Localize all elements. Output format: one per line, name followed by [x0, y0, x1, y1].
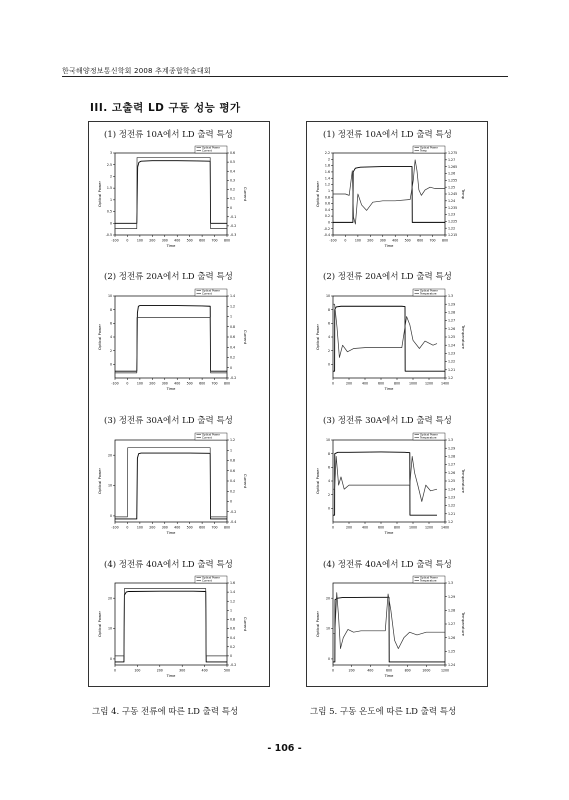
- y2-tick-label: 0.2: [230, 355, 236, 360]
- fig5-chart-3: [311, 430, 483, 548]
- x-tick-label: 600: [377, 525, 385, 530]
- x-tick-label: 200: [345, 381, 353, 386]
- y2-tick-label: 1.21: [448, 367, 456, 372]
- y-tick-label: 2: [109, 174, 112, 179]
- x-tick-label: 300: [161, 525, 168, 530]
- x-tick-label: 200: [156, 668, 163, 673]
- fig4-panel2-title: (2) 정전류 20A에서 LD 출력 특성: [104, 272, 233, 282]
- x-tick-label: 400: [361, 381, 369, 386]
- y2-axis-label: Current: [243, 329, 248, 345]
- x-tick-label: 300: [179, 668, 186, 673]
- y2-tick-label: 1.3: [448, 294, 454, 299]
- y2-tick-label: 1.21: [448, 511, 456, 516]
- x-tick-label: 1200: [424, 525, 434, 530]
- y2-tick-label: 1: [230, 448, 233, 453]
- x-tick-label: 600: [417, 238, 424, 243]
- y2-axis-label: Temperature: [461, 468, 466, 494]
- x-tick-label: 500: [404, 238, 411, 243]
- y-tick-label: 8: [109, 307, 112, 312]
- y2-tick-label: 1.25: [448, 649, 456, 654]
- y-axis-label: Optical Power: [97, 180, 102, 208]
- x-tick-label: 100: [136, 525, 143, 530]
- legend-label: Current: [202, 149, 212, 153]
- y-tick-label: 10: [325, 438, 330, 443]
- y-tick-label: 20: [325, 596, 330, 601]
- section-title: III. 고출력 LD 구동 성능 평가: [90, 102, 241, 114]
- y2-tick-label: -0.2: [230, 663, 237, 668]
- x-tick-label: 500: [223, 668, 231, 673]
- y2-tick-label: 1.2: [230, 304, 236, 309]
- legend-label: Current: [202, 436, 212, 440]
- y2-tick-label: 1.26: [448, 326, 456, 331]
- y-tick-label: 6: [327, 321, 330, 326]
- y-tick-label: 1.5: [106, 186, 112, 191]
- x-tick-label: -100: [111, 525, 119, 530]
- page-number: - 106 -: [267, 743, 302, 754]
- legend-label: Optical Power: [202, 289, 220, 293]
- fig4-chart-1: [93, 143, 265, 261]
- y-tick-label: 0: [109, 657, 112, 662]
- x-tick-label: 0: [331, 525, 335, 530]
- x-tick-label: 400: [201, 668, 208, 673]
- y2-tick-label: 0.3: [230, 178, 236, 183]
- x-tick-label: 0: [126, 238, 129, 243]
- y-tick-label: 0: [327, 220, 330, 225]
- y2-tick-label: 1.225: [448, 219, 458, 224]
- y2-tick-label: -0.1: [230, 214, 237, 219]
- x-tick-label: 800: [404, 668, 411, 673]
- x-tick-label: 0: [126, 381, 129, 386]
- y-tick-label: 10: [325, 294, 330, 299]
- x-tick-label: 0: [331, 381, 335, 386]
- plot-frame: [115, 583, 227, 665]
- x-tick-label: 200: [367, 238, 374, 243]
- y2-tick-label: 1.26: [448, 470, 456, 475]
- x-tick-label: 1400: [440, 381, 450, 386]
- y-tick-label: 0.6: [324, 201, 330, 206]
- y2-tick-label: 0.5: [230, 160, 236, 165]
- fig4-chart-3: [93, 430, 265, 548]
- x-axis-label: Time: [166, 244, 176, 248]
- y2-tick-label: -0.3: [230, 233, 237, 238]
- y-tick-label: -0.5: [105, 233, 112, 238]
- x-tick-label: 800: [223, 381, 231, 386]
- y2-tick-label: 1.27: [448, 157, 456, 162]
- legend-label: Optical Power: [420, 576, 438, 580]
- x-axis-label: Time: [384, 674, 394, 678]
- x-tick-label: 0: [331, 668, 335, 673]
- y2-tick-label: 1: [230, 608, 233, 613]
- y-tick-label: 3: [109, 151, 112, 156]
- x-tick-label: 400: [361, 525, 369, 530]
- y-tick-label: 2: [109, 348, 112, 353]
- x-tick-label: 800: [393, 381, 401, 386]
- legend-label: Optical Power: [420, 433, 438, 437]
- figure-4-caption: 그림 4. 구동 전류에 따른 LD 출력 특성: [92, 707, 239, 717]
- y-axis-label: Optical Power: [97, 323, 102, 351]
- x-tick-label: 700: [211, 238, 218, 243]
- x-tick-label: 100: [136, 238, 143, 243]
- y-tick-label: 0: [327, 657, 330, 662]
- y-axis-label: Optical Power: [315, 467, 320, 495]
- x-tick-label: 100: [354, 238, 361, 243]
- x-tick-label: -100: [329, 238, 337, 243]
- legend-label: Temperature: [420, 579, 437, 583]
- y2-tick-label: 0.4: [230, 635, 236, 640]
- y2-tick-label: 1.24: [448, 663, 456, 668]
- y2-tick-label: 1.28: [448, 310, 456, 315]
- y2-tick-label: 0.2: [230, 644, 236, 649]
- y-tick-label: 0.4: [324, 207, 330, 212]
- y2-axis-label: Temperature: [461, 611, 466, 637]
- y-tick-label: 2: [327, 492, 330, 497]
- y2-tick-label: 1.255: [448, 178, 458, 183]
- y-tick-label: 1.4: [324, 176, 330, 181]
- y2-tick-label: 1.24: [448, 487, 456, 492]
- y2-tick-label: -0.4: [230, 520, 237, 525]
- x-tick-label: 100: [136, 381, 143, 386]
- y-tick-label: 4: [327, 479, 330, 484]
- y-tick-label: 1.8: [324, 163, 330, 168]
- y2-tick-label: 1.24: [448, 198, 456, 203]
- x-tick-label: 300: [161, 381, 168, 386]
- y2-tick-label: 1.22: [448, 359, 456, 364]
- x-tick-label: 1200: [424, 381, 434, 386]
- fig4-panel3-title: (3) 정전류 30A에서 LD 출력 특성: [104, 416, 233, 426]
- y-tick-label: 0.2: [324, 214, 330, 219]
- y2-tick-label: 1.265: [448, 164, 458, 169]
- y-tick-label: 1: [109, 197, 112, 202]
- y2-tick-label: 0.4: [230, 479, 236, 484]
- x-tick-label: 500: [186, 381, 193, 386]
- y-tick-label: 0: [327, 362, 330, 367]
- y2-tick-label: 1.3: [448, 581, 454, 586]
- y2-tick-label: 1.27: [448, 462, 456, 467]
- y2-tick-label: 1.235: [448, 205, 458, 210]
- x-axis-label: Time: [166, 531, 176, 535]
- y2-axis-label: Current: [243, 186, 248, 202]
- y-tick-label: 4: [109, 335, 112, 340]
- legend-label: Temperature: [420, 436, 437, 440]
- y-axis-label: Optical Power: [315, 610, 320, 638]
- y-tick-label: 0: [109, 221, 112, 226]
- y2-tick-label: -0.2: [230, 509, 237, 514]
- x-tick-label: 800: [223, 238, 231, 243]
- y-tick-label: 10: [325, 626, 330, 631]
- x-tick-label: 0: [113, 668, 117, 673]
- y-tick-label: 0.8: [324, 195, 330, 200]
- x-tick-label: 1000: [408, 381, 418, 386]
- legend-label: Optical Power: [202, 576, 220, 580]
- y-tick-label: 2.5: [106, 162, 112, 167]
- x-tick-label: -100: [111, 381, 119, 386]
- y-tick-label: 2: [327, 348, 330, 353]
- y2-tick-label: -0.2: [230, 376, 237, 381]
- y2-tick-label: 1.6: [230, 581, 236, 586]
- y2-tick-label: 1.23: [448, 212, 456, 217]
- x-tick-label: 700: [429, 238, 436, 243]
- y2-tick-label: 1.26: [448, 635, 456, 640]
- y-tick-label: -0.4: [323, 233, 330, 238]
- y2-tick-label: 1.29: [448, 446, 456, 451]
- y2-tick-label: 0.4: [230, 169, 236, 174]
- y2-tick-label: 0.2: [230, 187, 236, 192]
- y-tick-label: 2.2: [324, 151, 330, 156]
- y2-tick-label: 1.2: [448, 520, 454, 525]
- x-tick-label: 500: [186, 238, 193, 243]
- x-tick-label: 700: [211, 525, 218, 530]
- fig5-chart-1: [311, 143, 483, 261]
- x-tick-label: 600: [199, 525, 206, 530]
- figure-5-caption: 그림 5. 구동 온도에 따른 LD 출력 특성: [310, 707, 457, 717]
- y-axis-label: Optical Power: [315, 180, 320, 208]
- x-tick-label: 300: [379, 238, 386, 243]
- y-tick-label: -0.2: [323, 226, 330, 231]
- y2-tick-label: 1.24: [448, 343, 456, 348]
- y2-tick-label: 1.275: [448, 151, 458, 156]
- fig5-panel4-title: (4) 정전류 40A에서 LD 출력 특성: [323, 560, 452, 570]
- y-tick-label: 10: [107, 626, 112, 631]
- y-axis-label: Optical Power: [97, 610, 102, 638]
- x-tick-label: 200: [149, 381, 156, 386]
- y-tick-label: 10: [107, 483, 112, 488]
- fig5-chart-4: [311, 573, 483, 691]
- x-tick-label: 400: [174, 525, 181, 530]
- y-tick-label: 1: [327, 188, 330, 193]
- x-tick-label: -100: [111, 238, 119, 243]
- y2-tick-label: 1.25: [448, 479, 456, 484]
- y2-tick-label: 0.8: [230, 617, 236, 622]
- y-tick-label: 10: [107, 294, 112, 299]
- x-tick-label: 700: [211, 381, 218, 386]
- legend-label: Temperature: [420, 292, 437, 296]
- y-tick-label: 4: [327, 335, 330, 340]
- header-rule: [62, 76, 508, 77]
- x-tick-label: 400: [174, 238, 181, 243]
- x-tick-label: 600: [385, 668, 393, 673]
- y2-tick-label: 1.28: [448, 454, 456, 459]
- y2-tick-label: 0: [230, 653, 233, 658]
- legend-label: Optical Power: [420, 289, 438, 293]
- x-tick-label: 0: [344, 238, 347, 243]
- x-axis-label: Time: [384, 531, 394, 535]
- y2-tick-label: 1.22: [448, 503, 456, 508]
- y2-tick-label: 1.3: [448, 438, 454, 443]
- y2-tick-label: 0.6: [230, 335, 236, 340]
- x-tick-label: 400: [174, 381, 181, 386]
- x-tick-label: 300: [161, 238, 168, 243]
- x-axis-label: Time: [166, 674, 176, 678]
- y-tick-label: 1.2: [324, 182, 330, 187]
- legend-label: Current: [202, 292, 212, 296]
- y2-tick-label: 0.8: [230, 324, 236, 329]
- y2-tick-label: 1.2: [448, 376, 454, 381]
- y2-tick-label: 0.1: [230, 196, 236, 201]
- y2-axis-label: Temp: [461, 188, 466, 200]
- fig4-panel1-title: (1) 정전류 10A에서 LD 출력 특성: [104, 130, 233, 140]
- legend-label: Optical Power: [202, 433, 220, 437]
- x-tick-label: 600: [199, 381, 206, 386]
- y-axis-label: Optical Power: [315, 323, 320, 351]
- legend-label: Temp: [420, 149, 427, 153]
- x-tick-label: 500: [186, 525, 193, 530]
- legend-label: Current: [202, 579, 212, 583]
- x-axis-label: Time: [384, 387, 394, 391]
- y2-tick-label: 1.22: [448, 226, 456, 231]
- x-tick-label: 800: [441, 238, 449, 243]
- y-tick-label: 0: [109, 514, 112, 519]
- x-tick-label: 600: [377, 381, 385, 386]
- y2-tick-label: 0: [230, 205, 233, 210]
- y2-tick-label: 1.4: [230, 294, 236, 299]
- x-tick-label: 600: [199, 238, 206, 243]
- y2-tick-label: 1.25: [448, 185, 456, 190]
- y2-tick-label: 1.2: [230, 599, 236, 604]
- y-tick-label: 1.6: [324, 170, 330, 175]
- fig4-chart-2: [93, 286, 265, 404]
- y2-tick-label: 0.6: [230, 151, 236, 156]
- x-tick-label: 100: [134, 668, 141, 673]
- y-tick-label: 0: [109, 362, 112, 367]
- journal-header: 한국해양정보통신학회 2008 추계종합학술대회: [62, 67, 211, 75]
- x-axis-label: Time: [384, 244, 394, 248]
- y2-axis-label: Current: [243, 473, 248, 489]
- x-tick-label: 200: [348, 668, 355, 673]
- y2-tick-label: -0.2: [230, 223, 237, 228]
- y2-axis-label: Current: [243, 616, 248, 632]
- y2-tick-label: 1.27: [448, 318, 456, 323]
- y2-tick-label: 0.6: [230, 626, 236, 631]
- x-tick-label: 200: [345, 525, 353, 530]
- y-tick-label: 20: [107, 596, 112, 601]
- fig5-chart-2: [311, 286, 483, 404]
- legend-label: Optical Power: [420, 146, 438, 150]
- y-tick-label: 20: [107, 453, 112, 458]
- x-tick-label: 1000: [408, 525, 418, 530]
- y2-tick-label: 1.4: [230, 590, 236, 595]
- y2-tick-label: 1.2: [230, 438, 236, 443]
- y2-axis-label: Temperature: [461, 324, 466, 350]
- y2-tick-label: 0.4: [230, 345, 236, 350]
- y-tick-label: 0.5: [106, 209, 112, 214]
- y2-tick-label: 1: [230, 314, 233, 319]
- x-tick-label: 200: [149, 525, 156, 530]
- y-tick-label: 6: [109, 321, 112, 326]
- y2-tick-label: 0.6: [230, 468, 236, 473]
- y2-tick-label: 1.29: [448, 302, 456, 307]
- y-tick-label: 0: [327, 506, 330, 511]
- fig4-panel4-title: (4) 정전류 40A에서 LD 출력 특성: [104, 560, 233, 570]
- y2-tick-label: 1.23: [448, 351, 456, 356]
- x-tick-label: 0: [126, 525, 129, 530]
- x-tick-label: 400: [367, 668, 374, 673]
- y2-tick-label: 1.27: [448, 622, 456, 627]
- y2-tick-label: 1.245: [448, 192, 458, 197]
- y-tick-label: 2: [327, 157, 330, 162]
- fig4-chart-4: [93, 573, 265, 691]
- y2-tick-label: 0.8: [230, 458, 236, 463]
- x-tick-label: 1400: [440, 525, 450, 530]
- fig5-panel3-title: (3) 정전류 30A에서 LD 출력 특성: [323, 416, 452, 426]
- x-axis-label: Time: [166, 387, 176, 391]
- fig5-panel1-title: (1) 정전류 10A에서 LD 출력 특성: [323, 130, 452, 140]
- y-tick-label: 6: [327, 465, 330, 470]
- y2-tick-label: 1.26: [448, 171, 456, 176]
- y2-tick-label: 0.2: [230, 489, 236, 494]
- y2-tick-label: 0: [230, 499, 233, 504]
- fig5-panel2-title: (2) 정전류 20A에서 LD 출력 특성: [323, 272, 452, 282]
- y-axis-label: Optical Power: [97, 467, 102, 495]
- x-tick-label: 400: [392, 238, 399, 243]
- x-tick-label: 1200: [440, 668, 450, 673]
- y2-tick-label: 1.25: [448, 335, 456, 340]
- legend-label: Optical Power: [202, 146, 220, 150]
- x-tick-label: 800: [223, 525, 231, 530]
- y2-tick-label: 0: [230, 365, 233, 370]
- plot-frame: [333, 296, 445, 378]
- x-tick-label: 1000: [422, 668, 431, 673]
- y2-tick-label: 1.215: [448, 233, 458, 238]
- y-tick-label: 8: [327, 307, 330, 312]
- y-tick-label: 8: [327, 451, 330, 456]
- y2-tick-label: 1.28: [448, 608, 456, 613]
- x-tick-label: 200: [149, 238, 156, 243]
- x-tick-label: 800: [393, 525, 401, 530]
- y2-tick-label: 1.29: [448, 594, 456, 599]
- y2-tick-label: 1.23: [448, 495, 456, 500]
